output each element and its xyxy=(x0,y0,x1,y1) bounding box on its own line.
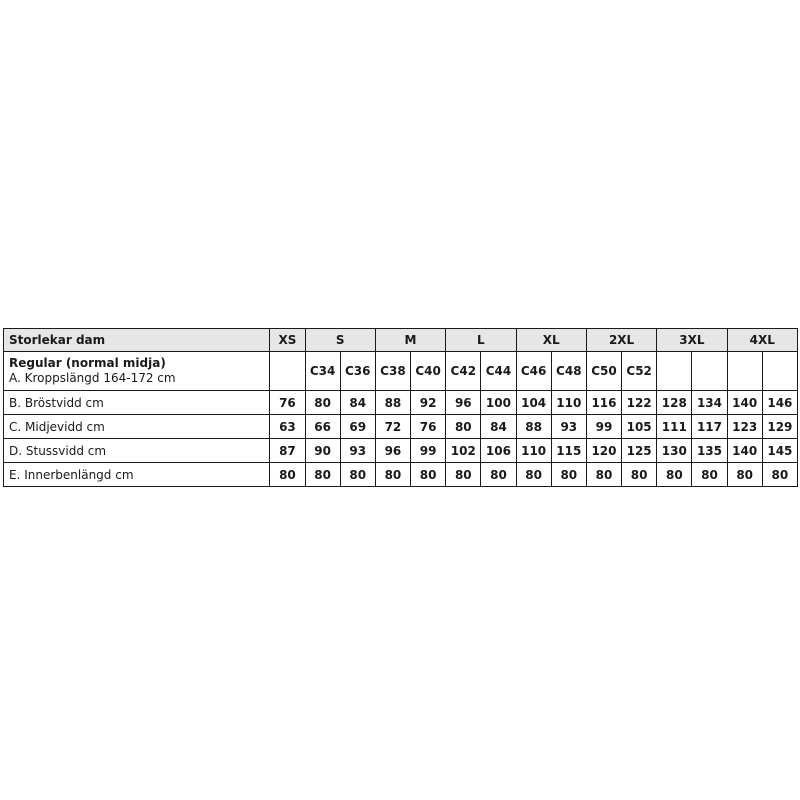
size-code-cell xyxy=(657,352,692,391)
size-code-cell: C44 xyxy=(481,352,516,391)
measurement-cell: 80 xyxy=(516,463,551,487)
measurement-cell: 88 xyxy=(516,415,551,439)
measurement-cell: 122 xyxy=(622,391,657,415)
measurement-cell: 90 xyxy=(305,439,340,463)
measurement-cell: 116 xyxy=(586,391,621,415)
measurement-cell: 80 xyxy=(692,463,727,487)
measurement-cell: 80 xyxy=(551,463,586,487)
measurement-cell: 76 xyxy=(270,391,305,415)
measurement-cell: 128 xyxy=(657,391,692,415)
measurement-cell: 87 xyxy=(270,439,305,463)
row-label: D. Stussvidd cm xyxy=(4,439,270,463)
measurement-cell: 129 xyxy=(762,415,797,439)
size-xs: XS xyxy=(270,329,305,352)
size-code-cell xyxy=(692,352,727,391)
size-l: L xyxy=(446,329,516,352)
measurement-cell: 123 xyxy=(727,415,762,439)
size-code-cell: C38 xyxy=(375,352,410,391)
measurement-cell: 115 xyxy=(551,439,586,463)
table-row xyxy=(4,391,798,415)
regular-row xyxy=(4,352,798,391)
size-header-row xyxy=(4,329,798,352)
body-length-label: A. Kroppslängd 164-172 cm xyxy=(9,371,176,385)
measurement-cell: 110 xyxy=(516,439,551,463)
size-code-cell xyxy=(727,352,762,391)
size-code-cell: C36 xyxy=(340,352,375,391)
row-label: E. Innerbenlängd cm xyxy=(4,463,270,487)
measurement-cell: 88 xyxy=(375,391,410,415)
measurement-cell: 117 xyxy=(692,415,727,439)
measurement-cell: 140 xyxy=(727,439,762,463)
size-s: S xyxy=(305,329,375,352)
measurement-cell: 80 xyxy=(762,463,797,487)
measurement-cell: 93 xyxy=(340,439,375,463)
table-row xyxy=(4,415,798,439)
measurement-cell: 145 xyxy=(762,439,797,463)
measurement-cell: 80 xyxy=(727,463,762,487)
measurement-cell: 80 xyxy=(622,463,657,487)
regular-label-cell xyxy=(4,352,270,391)
measurement-cell: 93 xyxy=(551,415,586,439)
size-code-cell xyxy=(270,352,305,391)
measurement-cell: 72 xyxy=(375,415,410,439)
measurement-cell: 80 xyxy=(481,463,516,487)
row-label: C. Midjevidd cm xyxy=(4,415,270,439)
measurement-cell: 66 xyxy=(305,415,340,439)
measurement-cell: 80 xyxy=(586,463,621,487)
size-code-cell: C42 xyxy=(446,352,481,391)
size-code-cell: C46 xyxy=(516,352,551,391)
measurement-cell: 96 xyxy=(446,391,481,415)
size-4xl: 4XL xyxy=(727,329,797,352)
measurement-cell: 105 xyxy=(622,415,657,439)
measurement-cell: 146 xyxy=(762,391,797,415)
size-code-cell: C48 xyxy=(551,352,586,391)
size-2xl: 2XL xyxy=(586,329,656,352)
measurement-cell: 84 xyxy=(340,391,375,415)
size-code-cell: C52 xyxy=(622,352,657,391)
measurement-cell: 80 xyxy=(446,463,481,487)
measurement-cell: 111 xyxy=(657,415,692,439)
table-row xyxy=(4,463,798,487)
measurement-cell: 99 xyxy=(586,415,621,439)
measurement-cell: 134 xyxy=(692,391,727,415)
measurement-cell: 80 xyxy=(305,463,340,487)
size-3xl: 3XL xyxy=(657,329,727,352)
measurement-cell: 80 xyxy=(446,415,481,439)
measurement-cell: 125 xyxy=(622,439,657,463)
measurement-cell: 92 xyxy=(411,391,446,415)
measurement-cell: 84 xyxy=(481,415,516,439)
size-xl: XL xyxy=(516,329,586,352)
size-code-cell: C34 xyxy=(305,352,340,391)
measurement-cell: 135 xyxy=(692,439,727,463)
measurement-cell: 80 xyxy=(305,391,340,415)
measurement-cell: 80 xyxy=(340,463,375,487)
table-row xyxy=(4,439,798,463)
measurement-cell: 80 xyxy=(375,463,410,487)
measurement-cell: 69 xyxy=(340,415,375,439)
measurement-cell: 99 xyxy=(411,439,446,463)
measurement-cell: 80 xyxy=(270,463,305,487)
regular-label: Regular (normal midja) xyxy=(9,356,166,370)
measurement-cell: 100 xyxy=(481,391,516,415)
measurement-cell: 104 xyxy=(516,391,551,415)
measurement-cell: 130 xyxy=(657,439,692,463)
measurement-cell: 120 xyxy=(586,439,621,463)
measurement-cell: 80 xyxy=(657,463,692,487)
measurement-cell: 80 xyxy=(411,463,446,487)
measurement-cell: 76 xyxy=(411,415,446,439)
size-code-cell: C40 xyxy=(411,352,446,391)
measurement-cell: 102 xyxy=(446,439,481,463)
measurement-cell: 140 xyxy=(727,391,762,415)
measurement-cell: 96 xyxy=(375,439,410,463)
size-code-cell: C50 xyxy=(586,352,621,391)
measurement-cell: 106 xyxy=(481,439,516,463)
measurement-cell: 110 xyxy=(551,391,586,415)
row-label: B. Bröstvidd cm xyxy=(4,391,270,415)
size-chart-table xyxy=(3,328,798,487)
measurement-cell: 63 xyxy=(270,415,305,439)
size-m: M xyxy=(375,329,445,352)
size-code-cell xyxy=(762,352,797,391)
table-title: Storlekar dam xyxy=(4,329,270,352)
